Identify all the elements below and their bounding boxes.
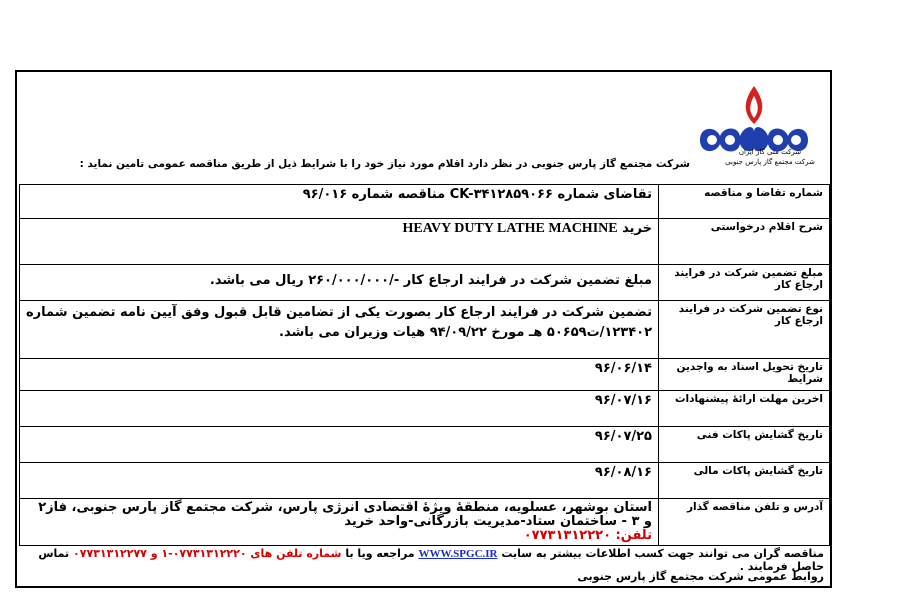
label-guarantee-type: نوع تضمین شرکت در فرایند ارجاع کار — [659, 301, 830, 359]
value-address — [20, 499, 659, 546]
value-doc-delivery: ۹۶/۰۶/۱۴ — [20, 359, 659, 391]
website-link[interactable]: WWW.SPGC.IR — [418, 548, 498, 560]
value-items — [20, 219, 659, 265]
row-deadline — [20, 391, 830, 427]
document-frame — [15, 70, 832, 588]
value-deadline: ۹۶/۰۷/۱۶ — [20, 391, 659, 427]
row-tender-number — [20, 185, 830, 219]
address-phone — [26, 529, 652, 543]
row-address — [20, 499, 830, 546]
value-technical-opening: ۹۶/۰۷/۲۵ — [20, 427, 659, 463]
label-guarantee-amount: مبلغ تضمین شرکت در فرایند ارجاع کار — [659, 265, 830, 301]
value-guarantee-amount: مبلغ تضمین شرکت در فرایند ارجاع کار -/۲۶۰/۰۰۰/۰۰۰ ریال می باشد. — [20, 265, 659, 301]
row-items — [20, 219, 830, 265]
footer-phones-label: شماره تلفن های — [250, 547, 342, 560]
row-guarantee-amount — [20, 265, 830, 301]
address-phone-number: ۰۷۷۳۱۳۱۲۲۲۰ — [523, 528, 612, 543]
items-name: HEAVY DUTY LATHE MACHINE — [402, 221, 618, 236]
intro-text: شرکت مجتمع گاز پارس جنوبی در نظر دارد اقلام مورد نیاز خود را با شرایط ذیل از طریق مناقصه عمومی تامین نماید : — [79, 158, 690, 170]
value-financial-opening: ۹۶/۰۸/۱۶ — [20, 463, 659, 499]
footer-phones: ۰۷۷۳۱۳۱۲۲۲۰-۱ و ۰۷۷۳۱۳۱۲۲۷۷ — [73, 547, 247, 560]
footer-part1: مناقصه گران می توانند جهت کسب اطلاعات بیشتر به سایت — [501, 547, 824, 560]
label-deadline: اخرین مهلت ارائهٔ پیشنهادات — [659, 391, 830, 427]
row-technical-opening — [20, 427, 830, 463]
footer-part3: تماس حاصل فرمایند . — [38, 547, 824, 573]
address-phone-label: تلفن: — [615, 528, 652, 543]
address-text: استان بوشهر، عسلویه، منطقهٔ ویژهٔ اقتصادی انرژی پارس، شرکت مجتمع گاز پارس جنوبی، فاز۲ و ۳ - ساختمان ستاد-مدیریت بازرگانی-واحد خرید — [38, 500, 652, 529]
footer-part2: مراجعه ویا با — [345, 547, 415, 560]
tender-table — [19, 184, 830, 546]
value-guarantee-type: تضمین شرکت در فرایند ارجاع کار بصورت یکی از تضامین قابل قبول وفق آیین نامه تضمین شماره ۱۲۳۴۰۲/ت۵۰۶۵۹ هـ مورخ ۹۴/۰۹/۲۲ هیات وزیران می باشد. — [20, 301, 659, 359]
label-tender-number: شماره تقاضا و مناقصه — [659, 185, 830, 219]
label-doc-delivery: تاریخ تحویل اسناد به واجدین شرایط — [659, 359, 830, 391]
items-prefix: خرید — [622, 221, 652, 236]
row-guarantee-type — [20, 301, 830, 359]
row-doc-delivery — [20, 359, 830, 391]
footer-signature: روابط عمومی شرکت مجتمع گاز پارس جنوبی — [577, 570, 824, 583]
label-address: آدرس و تلفن مناقصه گذار — [659, 499, 830, 546]
label-items: شرح اقلام درخواستی — [659, 219, 830, 265]
label-technical-opening: تاریخ گشایش پاکات فنی — [659, 427, 830, 463]
logo-caption-1: شرکت ملی گاز ایران — [738, 148, 802, 156]
row-financial-opening — [20, 463, 830, 499]
value-tender-number: تقاضای شماره CK-۳۴۱۲۸۵۹۰۶۶ مناقصه شماره ۹۶/۰۱۶ — [20, 185, 659, 219]
label-financial-opening: تاریخ گشایش پاکات مالی — [659, 463, 830, 499]
logo-caption-2: شرکت مجتمع گاز پارس جنوبی — [725, 158, 815, 166]
